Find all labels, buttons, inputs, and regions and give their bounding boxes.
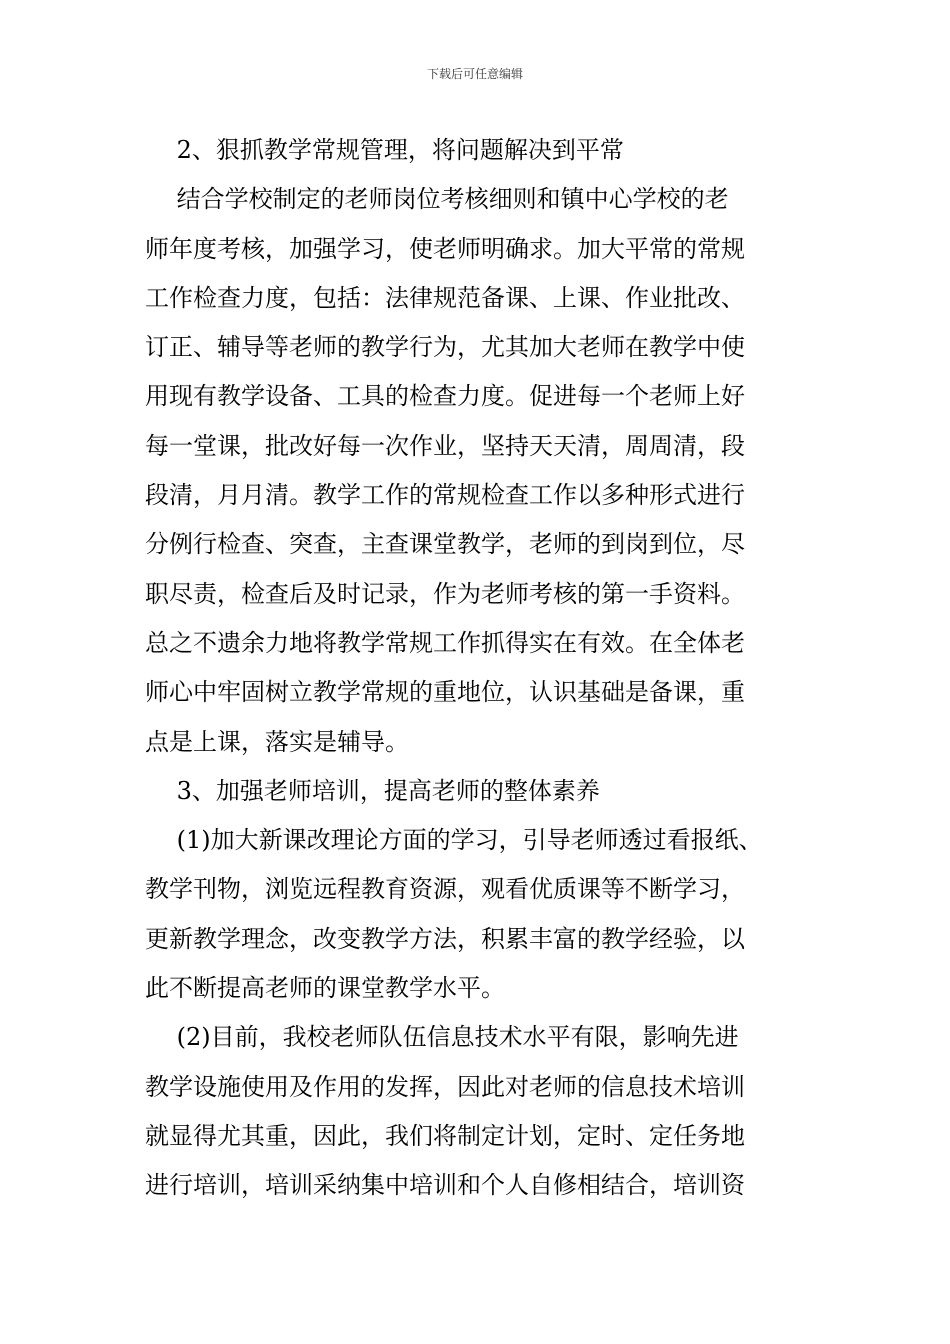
- text-line: 结合学校制定的老师岗位考核细则和镇中心学校的老: [145, 185, 729, 214]
- text-line: 分例行检查、突查，主查课堂教学，老师的到岗到位，尽: [145, 530, 745, 559]
- text-line: 点是上课，落实是辅导。: [145, 727, 409, 756]
- text-line: 总之不遗余力地将教学常规工作抓得实在有效。在全体老: [145, 628, 745, 657]
- text-line: 订正、辅导等老师的教学行为，尤其加大老师在教学中使: [145, 333, 745, 362]
- text-line: 教学设施使用及作用的发挥，因此对老师的信息技术培训: [145, 1072, 745, 1101]
- text-line: 3、加强老师培训，提高老师的整体素养: [145, 776, 600, 805]
- text-line: 进行培训，培训采纳集中培训和个人自修相结合，培训资: [145, 1171, 745, 1200]
- text-line: 职尽责，检查后及时记录，作为老师考核的第一手资料。: [145, 579, 745, 608]
- text-line: 此不断提高老师的课堂教学水平。: [145, 974, 505, 1003]
- text-line: 更新教学理念，改变教学方法，积累丰富的教学经验，以: [145, 924, 745, 953]
- text-line: 2、狠抓教学常规管理，将问题解决到平常: [145, 136, 624, 164]
- text-line: 每一堂课，批改好每一次作业，坚持天天清，周周清，段: [145, 431, 745, 460]
- text-line: 用现有教学设备、工具的检查力度。促进每一个老师上好: [145, 382, 745, 411]
- text-line: 教学刊物，浏览远程教育资源，观看优质课等不断学习，: [145, 875, 745, 904]
- page-header: 下载后可任意编辑: [426, 67, 523, 81]
- text-line: (1)加大新课改理论方面的学习，引导老师透过看报纸、: [145, 826, 763, 855]
- text-line: 段清，月月清。教学工作的常规检查工作以多种形式进行: [145, 481, 745, 510]
- text-line: 师心中牢固树立教学常规的重地位，认识基础是备课，重: [145, 678, 745, 707]
- text-line: 师年度考核，加强学习，使老师明确求。加大平常的常规: [145, 234, 745, 263]
- text-line: 工作检查力度，包括：法律规范备课、上课、作业批改、: [145, 283, 745, 312]
- document-body: [145, 126, 815, 1211]
- text-line: 就显得尤其重，因此，我们将制定计划，定时、定任务地: [145, 1121, 745, 1150]
- text-line: (2)目前，我校老师队伍信息技术水平有限，影响先进: [145, 1023, 739, 1052]
